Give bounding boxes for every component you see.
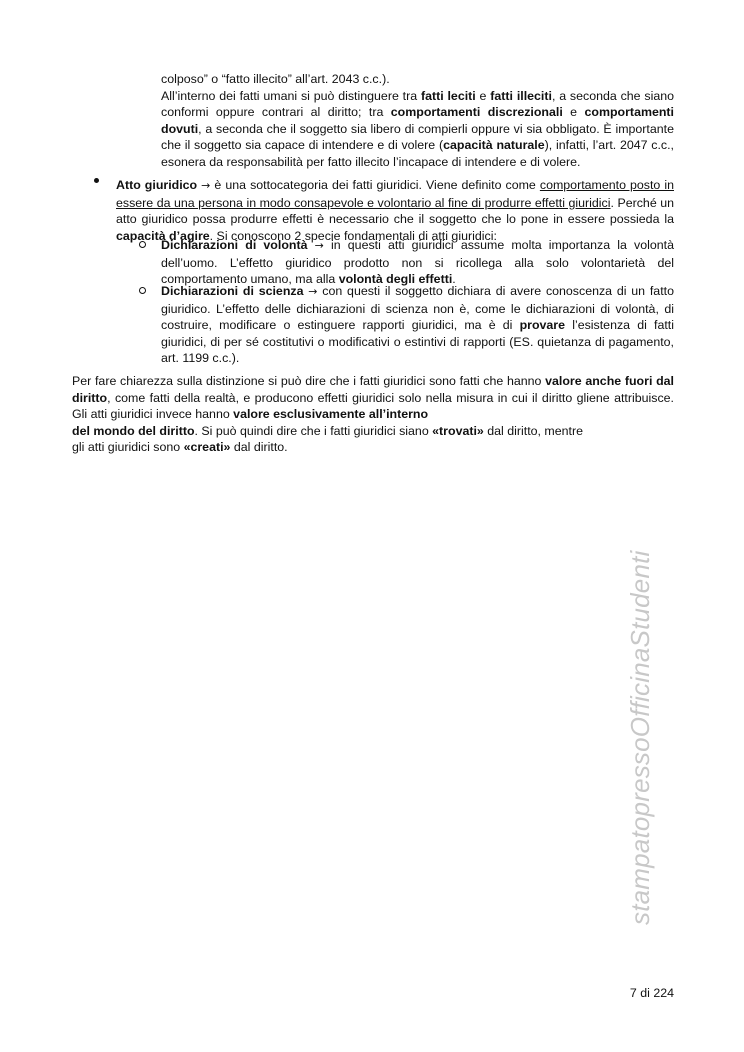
conclusion-text-1: [72, 373, 674, 423]
conclusion-text-2: [72, 423, 674, 440]
dichiarazioni-scienza-text: [161, 283, 674, 367]
term-capacita-naturale: capacità naturale: [443, 138, 545, 152]
intro-first-line: colposo” o “fatto illecito” all’art. 2043 c.c.).: [161, 72, 390, 86]
term-mondo-diritto: del mondo del diritto: [72, 423, 195, 438]
atto-giuridico-text: [116, 177, 674, 244]
text-run: , a seconda che siano conformi oppure contrari al diritto; tra: [161, 88, 675, 119]
arrow-right-icon: →: [314, 239, 324, 252]
intro-paragraph: [161, 71, 674, 170]
term-comportamenti-dovuti: comportamenti dovuti: [161, 105, 674, 136]
circle-bullet-icon: [139, 287, 146, 294]
term-valore-esclusivamente: valore esclusivamente all’interno: [233, 407, 429, 421]
conclusion-paragraph: [72, 373, 674, 456]
page-number: 7 di 224: [629, 986, 674, 1000]
term-fatti-illeciti: fatti illeciti: [490, 88, 552, 103]
text-run: e: [562, 105, 585, 119]
text-run: , come fatti della realtà, e producono effetti giuridici solo nella misura in cui il diritto gliene attribuisce. Gli atti giuridici invece hanno: [72, 390, 674, 421]
term-atto-giuridico: Atto giuridico: [116, 178, 198, 192]
term-valore-fuori-diritto: valore anche fuori dal diritto: [72, 374, 674, 405]
text-run: e: [475, 88, 491, 103]
text-run: ), infatti, l’art. 2047 c.c., esonera da responsabilità per fatto illecito l’incapace di intendere e di volere.: [161, 138, 674, 169]
text-run: .: [452, 272, 456, 286]
text-run: dal diritto, mentre: [483, 423, 583, 438]
term-trovati: «trovati»: [432, 423, 484, 438]
term-creati: «creati»: [183, 440, 231, 454]
intro-line: [161, 71, 674, 88]
dichiarazioni-scienza-item: [161, 283, 674, 367]
text-run: . Si può quindi dire che i fatti giuridici siano: [194, 423, 433, 438]
atto-giuridico-item: [116, 177, 674, 244]
definition-underlined: comportamento posto in essere da una persona in modo consapevole e volontario al fine di produrre effetti giuridici: [116, 178, 674, 210]
dichiarazioni-volonta-item: [161, 237, 674, 288]
text-run: è una sottocategoria dei fatti giuridici. Viene definito come: [210, 178, 540, 192]
term-dichiarazioni-scienza: Dichiarazioni di scienza: [161, 284, 304, 298]
arrow-right-icon: →: [308, 285, 318, 298]
text-run: . Perché un atto giuridico possa produrre effetti è necessario che il soggetto che lo pone in essere possieda la: [116, 195, 674, 226]
text-run: dal diritto.: [230, 440, 288, 454]
text-run: l’esistenza di fatti giuridici, di per sé costitutivi o modificativi o estintivi di rapporti (ES. quietanza di pagamento, art. 1199 c.c.).: [161, 318, 674, 365]
term-fatti-leciti: fatti leciti: [420, 88, 476, 103]
bullet-icon: [94, 178, 99, 183]
text-run: , a seconda che il soggetto sia libero di compierli oppure vi sia obbligato. È importante che il soggetto sia capace di intendere e di volere (: [161, 121, 674, 152]
term-provare: provare: [519, 318, 566, 332]
watermark-text: stampatopressoOfficinaStudenti: [625, 550, 655, 925]
term-comportamenti-discrezionali: comportamenti discrezionali: [390, 105, 563, 119]
term-volonta-effetti: volontà degli effetti: [338, 272, 453, 286]
text-run: in questi atti giuridici assume molta importanza la volontà dell’uomo. L’effetto giuridico prodotto non si ricollega alla solo volontarietà del comportamento umano, ma alla: [161, 238, 674, 286]
arrow-right-icon: →: [201, 179, 211, 192]
term-dichiarazioni-volonta: Dichiarazioni di volontà: [161, 238, 308, 252]
text-run: gli atti giuridici sono: [72, 440, 184, 454]
text-run: Per fare chiarezza sulla distinzione si può dire che i fatti giuridici sono fatti che hanno: [72, 374, 546, 388]
text-run: All’interno dei fatti umani si può distinguere tra: [161, 88, 421, 103]
circle-bullet-icon: [139, 241, 146, 248]
term-capacita-agire: capacità d’agire: [116, 228, 210, 243]
text-run: . Si conoscono 2 specie fondamentali di atti giuridici:: [209, 228, 497, 243]
intro-body: [161, 88, 674, 171]
text-run: con questi il soggetto dichiara di avere conoscenza di un fatto giuridico. L’effetto delle dichiarazioni di scienza non è, come le dichiarazioni di volontà, di costruire, modificare o estinguere rapporti giuridici, ma è di: [161, 284, 674, 332]
dichiarazioni-volonta-text: [161, 237, 674, 288]
conclusion-text-3: [72, 439, 674, 456]
